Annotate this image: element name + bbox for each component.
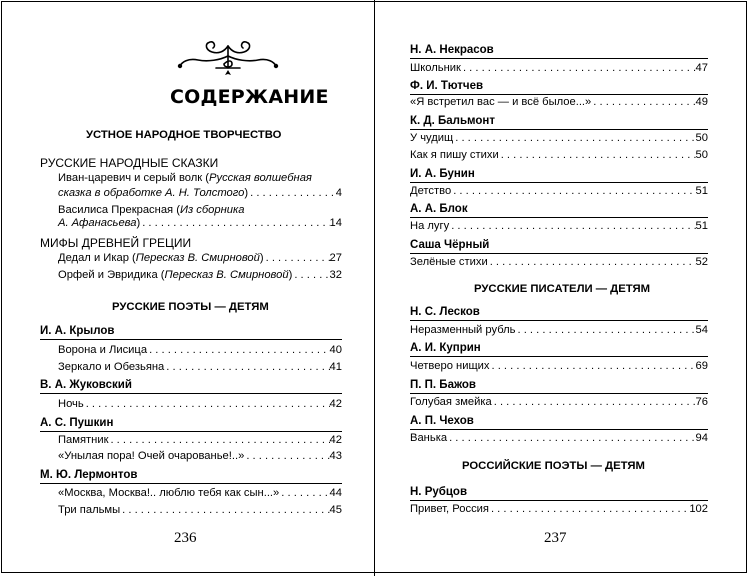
entry-paren: ) bbox=[136, 217, 141, 229]
section-heading-folk: УСТНОЕ НАРОДНОЕ ТВОРЧЕСТВО bbox=[86, 129, 282, 141]
author-krylov: И. А. Крылов bbox=[40, 325, 115, 337]
entry-page: 45 bbox=[329, 504, 342, 516]
entry-page: 27 bbox=[329, 252, 342, 264]
toc-entry-ya-vstretil[interactable] bbox=[410, 96, 708, 108]
toc-entry-moskva[interactable] bbox=[58, 487, 342, 499]
leader-dots bbox=[108, 434, 329, 446]
author-rule bbox=[40, 483, 342, 484]
entry-page: 42 bbox=[329, 434, 342, 446]
leader-dots bbox=[147, 344, 329, 356]
entry-page: 32 bbox=[329, 269, 342, 281]
author-sasha-cherny: Саша Чёрный bbox=[410, 239, 490, 251]
leader-dots bbox=[447, 432, 695, 444]
toc-entry-na-lugu[interactable] bbox=[410, 220, 708, 232]
entry-title: Иван-царевич и серый волк ( bbox=[58, 172, 210, 184]
page-number-right: 237 bbox=[544, 530, 567, 546]
entry-note: Пересказ В. Смирновой bbox=[135, 252, 260, 264]
leader-dots bbox=[264, 252, 330, 264]
entry-page: 52 bbox=[695, 256, 708, 268]
author-rule bbox=[410, 429, 708, 430]
toc-entry-golubaya-zmeyka[interactable] bbox=[410, 396, 708, 408]
entry-title: Дедал и Икар ( bbox=[58, 252, 136, 264]
author-nekrasov: Н. А. Некрасов bbox=[410, 44, 494, 56]
entry-title: Ночь bbox=[58, 398, 84, 410]
entry-title: Памятник bbox=[58, 434, 109, 446]
author-lermontov: М. Ю. Лермонтов bbox=[40, 469, 138, 481]
toc-entry-noch[interactable] bbox=[58, 398, 342, 410]
leader-dots bbox=[120, 504, 329, 516]
leader-dots bbox=[499, 149, 696, 161]
leader-dots bbox=[248, 187, 336, 199]
author-rule bbox=[40, 339, 342, 340]
leader-dots bbox=[451, 185, 695, 197]
entry-page: 42 bbox=[329, 398, 342, 410]
entry-note: сказка в обработке А. Н. Толстого bbox=[58, 187, 245, 199]
author-rule bbox=[40, 393, 342, 394]
toc-entry-orfey[interactable] bbox=[58, 269, 342, 281]
entry-page: 47 bbox=[695, 62, 708, 74]
entry-page: 69 bbox=[695, 360, 708, 372]
toc-entry-vasilisa[interactable] bbox=[58, 217, 342, 229]
author-rule bbox=[410, 58, 708, 59]
section-heading-writers: РУССКИЕ ПИСАТЕЛИ — ДЕТЯМ bbox=[474, 283, 651, 295]
subheading-russian-tales: РУССКИЕ НАРОДНЫЕ СКАЗКИ bbox=[40, 156, 219, 170]
leader-dots bbox=[164, 361, 329, 373]
toc-entry-kak-ya-pishu[interactable] bbox=[410, 149, 708, 161]
author-zhukovsky: В. А. Жуковский bbox=[40, 379, 132, 391]
entry-page: 76 bbox=[695, 396, 708, 408]
entry-paren: ) bbox=[288, 269, 293, 281]
toc-entry-zelenye-stikhi[interactable] bbox=[410, 256, 708, 268]
author-bunin: И. А. Бунин bbox=[410, 168, 475, 180]
entry-page: 102 bbox=[689, 503, 708, 515]
entry-title: Зелёные стихи bbox=[410, 256, 488, 268]
leader-dots bbox=[279, 487, 329, 499]
toc-entry-chetvero-nishchikh[interactable] bbox=[410, 360, 708, 372]
toc-entry-detstvo[interactable] bbox=[410, 185, 708, 197]
toc-entry-shkolnik[interactable] bbox=[410, 62, 708, 74]
author-pushkin: А. С. Пушкин bbox=[40, 417, 114, 429]
entry-title: Ванька bbox=[410, 432, 448, 444]
entry-title: «Унылая пора! Очей очарованье!..» bbox=[58, 450, 245, 462]
entry-title: «Москва, Москва!.. люблю тебя как сын...» bbox=[58, 487, 280, 499]
toc-entry-u-chudishch[interactable] bbox=[410, 132, 708, 144]
leader-dots bbox=[453, 132, 695, 144]
entry-title: «Я встретил вас — и всё былое...» bbox=[410, 96, 592, 108]
leader-dots bbox=[516, 324, 696, 336]
leader-dots bbox=[292, 269, 329, 281]
entry-page: 4 bbox=[335, 187, 342, 199]
toc-entry-pamyatnik[interactable] bbox=[58, 434, 342, 446]
leader-dots bbox=[84, 398, 330, 410]
author-bazhov: П. П. Бажов bbox=[410, 379, 476, 391]
entry-title: Три пальмы bbox=[58, 504, 121, 516]
author-rule bbox=[410, 253, 708, 254]
author-rule bbox=[410, 356, 708, 357]
entry-title: Четверо нищих bbox=[410, 360, 490, 372]
entry-title: Школьник bbox=[410, 62, 461, 74]
author-kuprin: А. И. Куприн bbox=[410, 342, 481, 354]
toc-entry-ivan-line1 bbox=[58, 172, 312, 184]
author-rule bbox=[410, 320, 708, 321]
leader-dots bbox=[140, 217, 329, 229]
page-number-left: 236 bbox=[174, 530, 197, 546]
section-heading-poets: РУССКИЕ ПОЭТЫ — ДЕТЯМ bbox=[112, 301, 269, 313]
entry-title: Привет, Россия bbox=[410, 503, 489, 515]
entry-page: 50 bbox=[695, 149, 708, 161]
author-leskov: Н. С. Лесков bbox=[410, 306, 480, 318]
author-rule bbox=[410, 182, 708, 183]
author-rule bbox=[410, 94, 708, 95]
leader-dots bbox=[488, 256, 696, 268]
author-rule bbox=[410, 393, 708, 394]
entry-title: Ворона и Лисица bbox=[58, 344, 148, 356]
author-balmont: К. Д. Бальмонт bbox=[410, 115, 495, 127]
entry-note: Русская волшебная bbox=[209, 172, 312, 184]
entry-page: 49 bbox=[695, 96, 708, 108]
entry-title: Зеркало и Обезьяна bbox=[58, 361, 165, 373]
entry-note: А. Афанасьева bbox=[58, 217, 137, 229]
leader-dots bbox=[591, 96, 695, 108]
author-rule bbox=[410, 129, 708, 130]
toc-entry-unylaya-pora[interactable] bbox=[58, 450, 342, 462]
author-rule bbox=[410, 500, 708, 501]
author-tyutchev: Ф. И. Тютчев bbox=[410, 80, 484, 92]
entry-page: 41 bbox=[329, 361, 342, 373]
entry-title: На лугу bbox=[410, 220, 450, 232]
entry-title: Василиса Прекрасная ( bbox=[58, 204, 180, 216]
entry-title: Орфей и Эвридика ( bbox=[58, 269, 165, 281]
leader-dots bbox=[244, 450, 329, 462]
toc-entry-vasilisa-line1 bbox=[58, 204, 244, 216]
toc-entry-privet-rossiya[interactable] bbox=[410, 503, 708, 515]
author-rule bbox=[410, 217, 708, 218]
leader-dots bbox=[461, 62, 696, 74]
toc-entry-tri-palmy[interactable] bbox=[58, 504, 342, 516]
author-blok: А. А. Блок bbox=[410, 203, 468, 215]
entry-title: Детство bbox=[410, 185, 452, 197]
subheading-greek-myths: МИФЫ ДРЕВНЕЙ ГРЕЦИИ bbox=[40, 236, 192, 250]
leader-dots bbox=[449, 220, 695, 232]
leader-dots bbox=[492, 396, 696, 408]
entry-note: Из сборника bbox=[179, 204, 245, 216]
spine-divider bbox=[374, 0, 375, 576]
section-heading-russian-poets: РОССИЙСКИЕ ПОЭТЫ — ДЕТЯМ bbox=[462, 460, 645, 472]
entry-page: 14 bbox=[329, 217, 342, 229]
entry-page: 40 bbox=[329, 344, 342, 356]
entry-page: 51 bbox=[695, 220, 708, 232]
entry-title: Неразменный рубль bbox=[410, 324, 516, 336]
author-rubtsov: Н. Рубцов bbox=[410, 486, 468, 498]
contents-title: СОДЕРЖАНИЕ bbox=[170, 86, 329, 108]
entry-page: 94 bbox=[695, 432, 708, 444]
entry-title: Голубая змейка bbox=[410, 396, 492, 408]
entry-title: У чудищ bbox=[410, 132, 454, 144]
entry-title: Как я пишу стихи bbox=[410, 149, 499, 161]
entry-page: 54 bbox=[695, 324, 708, 336]
entry-paren: ) bbox=[259, 252, 264, 264]
entry-page: 44 bbox=[329, 487, 342, 499]
author-rule bbox=[40, 431, 342, 432]
entry-page: 50 bbox=[695, 132, 708, 144]
toc-entry-ivan[interactable] bbox=[58, 187, 342, 199]
author-chekhov: А. П. Чехов bbox=[410, 415, 474, 427]
toc-entry-nerazmenny-rubl[interactable] bbox=[410, 324, 708, 336]
ornament-flourish-icon bbox=[158, 38, 298, 78]
toc-entry-dedal[interactable] bbox=[58, 252, 342, 264]
leader-dots bbox=[489, 503, 689, 515]
toc-entry-vorona[interactable] bbox=[58, 344, 342, 356]
entry-page: 43 bbox=[329, 450, 342, 462]
entry-page: 51 bbox=[695, 185, 708, 197]
leader-dots bbox=[490, 360, 696, 372]
toc-entry-vanka[interactable] bbox=[410, 432, 708, 444]
toc-entry-zerkalo[interactable] bbox=[58, 361, 342, 373]
entry-paren: ) bbox=[244, 187, 249, 199]
entry-note: Пересказ В. Смирновой bbox=[164, 269, 289, 281]
